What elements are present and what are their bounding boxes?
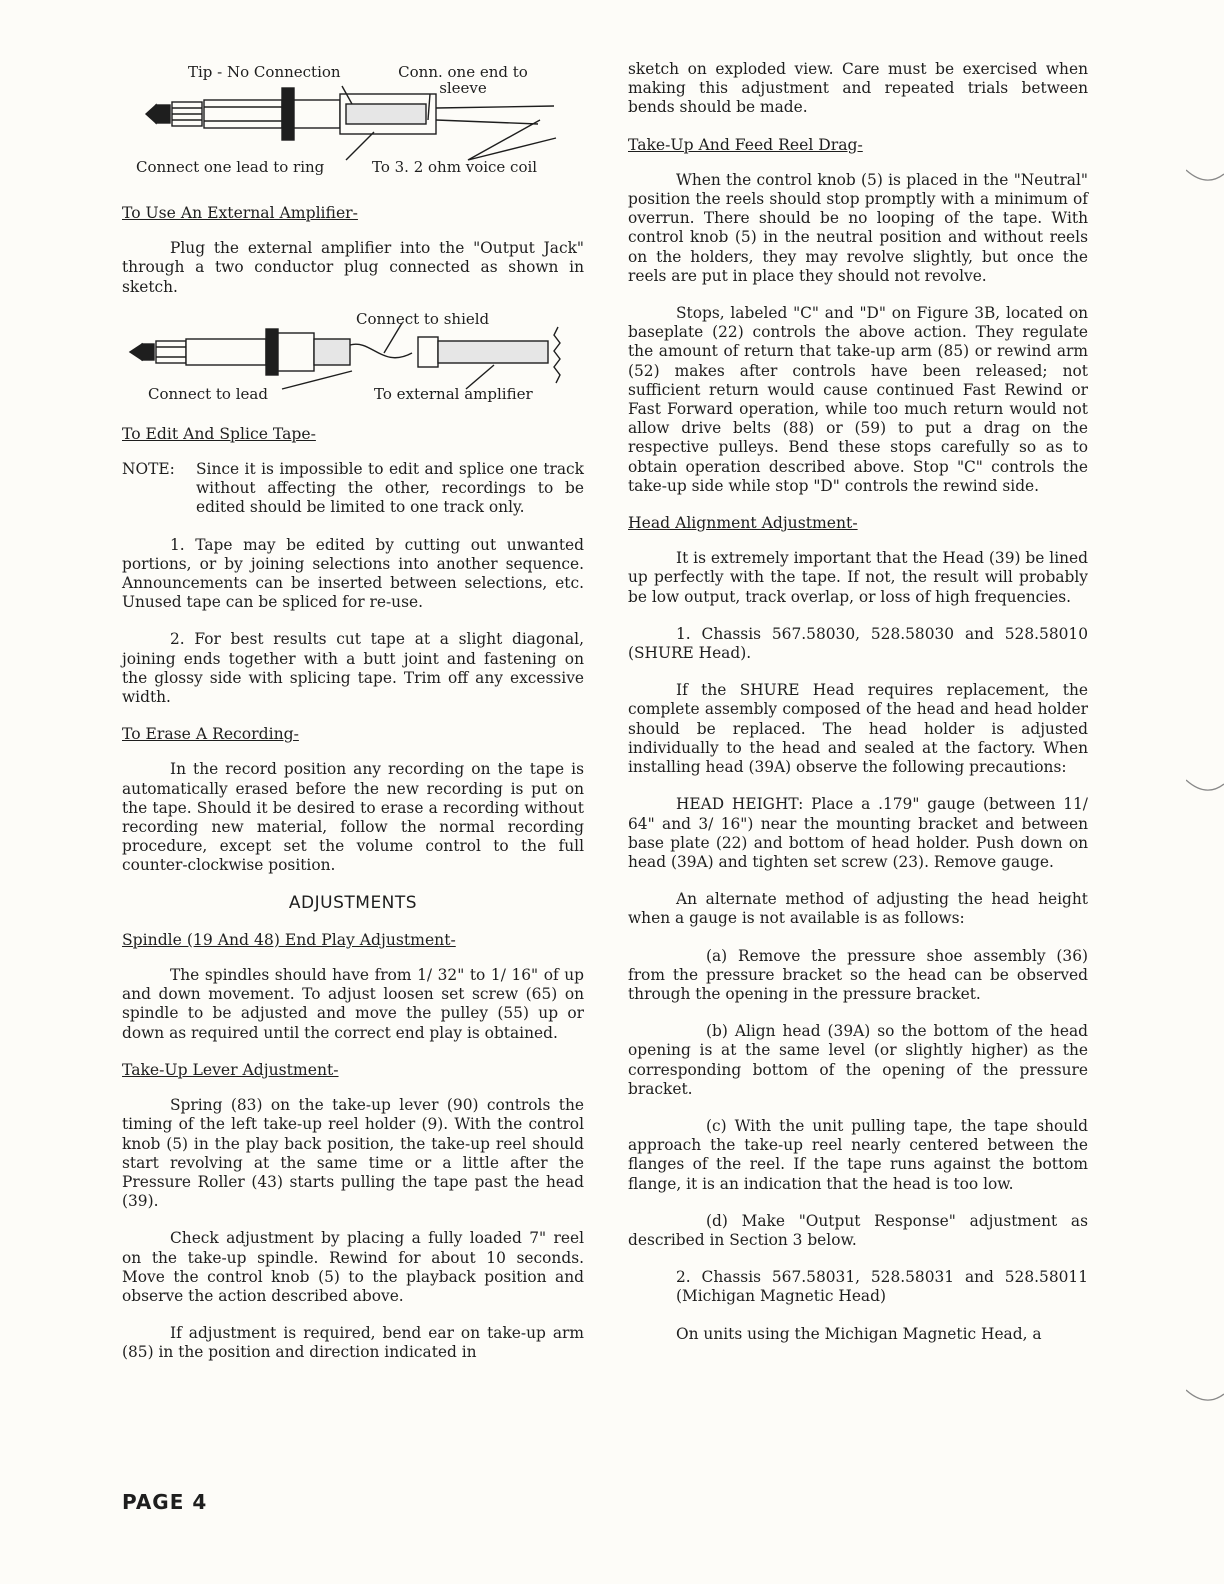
step-b: (b) Align head (39A) so the bottom of the head opening is at the same level (or slightly higher) as the corresponding bottom of the opening of the pressure bracket. xyxy=(628,1022,1088,1098)
external-amp-heading: To Use An External Amplifier- xyxy=(122,204,358,222)
right-column xyxy=(628,60,1088,1362)
external-amp-text: Plug the external amplifier into the "Output Jack" through a two conductor plug connected as shown in sketch. xyxy=(122,239,584,296)
ring-label: Connect one lead to ring xyxy=(136,158,325,176)
binder-hole-mark-top xyxy=(1186,160,1224,190)
alternate-method-text: An alternate method of adjusting the head height when a gauge is not available is as follows: xyxy=(628,890,1088,928)
erase-text: In the record position any recording on the tape is automatically erased before the new recording is put on the tape. Should it be desired to erase a recording without recording new material, follow the normal recording procedure, except set the volume control to the full counter-clockwise position. xyxy=(122,760,584,875)
speaker-plug-diagram xyxy=(122,60,584,188)
takeup-lever-text-3: If adjustment is required, bend ear on take-up arm (85) in the position and direction indicated in xyxy=(122,1324,584,1362)
takeup-lever-text-2: Check adjustment by placing a fully loaded 7" reel on the take-up spindle. Rewind for about 10 seconds. Move the control knob (5) to the playback position and observe the action described above. xyxy=(122,1229,584,1305)
binder-hole-mark-middle xyxy=(1186,770,1224,800)
voice-coil-label: To 3. 2 ohm voice coil xyxy=(372,158,538,176)
head-align-heading: Head Alignment Adjustment- xyxy=(628,514,858,533)
head-align-text-3: If the SHURE Head requires replacement, the complete assembly composed of the head and head holder should be replaced. The head holder is adjusted individually to the head and sealed at the factory. When installing head (39A) observe the following precautions: xyxy=(628,681,1088,777)
page-number: PAGE 4 xyxy=(122,1490,208,1514)
step-d: (d) Make "Output Response" adjustment as described in Section 3 below. xyxy=(628,1211,1088,1249)
reel-drag-text-2: Stops, labeled "C" and "D" on Figure 3B, located on baseplate (22) controls the above action. They regulate the amount of return that take-up arm (85) or rewind arm (52) makes after controls have been released; not sufficient return would cause continued Fast Rewind or Fast Forward operation, while too much return would not allow drive belts (88) or (59) to put a drag on the respective pulleys. Bend these stops carefully so as to obtain operation described above. Stop "C" controls the take-up side while stop "D" controls the rewind side. xyxy=(628,304,1088,495)
takeup-lever-heading: Take-Up Lever Adjustment- xyxy=(122,1060,339,1079)
reel-drag-heading: Take-Up And Feed Reel Drag- xyxy=(628,135,863,154)
chassis-2-text: 2. Chassis 567.58031, 528.58031 and 528.58011 (Michigan Magnetic Head) xyxy=(676,1268,1088,1306)
step-a: (a) Remove the pressure shoe assembly (36) from the pressure bracket so the head can be observed through the opening in the pressure bracket. xyxy=(628,946,1088,1003)
michigan-text: On units using the Michigan Magnetic Head, a xyxy=(676,1324,1042,1343)
note-label: NOTE: xyxy=(122,460,175,479)
takeup-lever-text-1: Spring (83) on the take-up lever (90) controls the timing of the left take-up reel holder (9). With the control knob (5) in the play back position, the take-up reel should start revolving at the same time or a little after the Pressure Roller (43) starts pulling the tape past the head (39). xyxy=(122,1096,584,1211)
adjustments-title: ADJUSTMENTS xyxy=(288,892,418,913)
head-align-text-1: It is extremely important that the Head (39) be lined up perfectly with the tape. If not, the result will probably be low output, track overlap, or loss of high frequencies. xyxy=(628,549,1088,606)
edit-step-2: 2. For best results cut tape at a slight diagonal, joining ends together with a butt joint and fastening on the glossy side with splicing tape. Trim off any excessive width. xyxy=(122,630,584,707)
note-text: Since it is impossible to edit and splice one track without affecting the other, recordings to be edited should be limited to one track only. xyxy=(196,460,584,517)
spindle-heading: Spindle (19 And 48) End Play Adjustment- xyxy=(122,930,456,949)
step-c: (c) With the unit pulling tape, the tape should approach the take-up reel nearly centered between the flanges of the reel. If the tape runs against the bottom flange, it is an indication that the head is too low. xyxy=(628,1116,1088,1193)
amplifier-plug-diagram xyxy=(122,309,584,409)
ext-amp-label: To external amplifier xyxy=(374,384,533,403)
shield-label: Connect to shield xyxy=(356,309,490,328)
lead-label: Connect to lead xyxy=(148,384,268,403)
sleeve-label: Conn. one end to sleeve xyxy=(398,63,528,97)
head-align-text-2: 1. Chassis 567.58030, 528.58030 and 528.58010 (SHURE Head). xyxy=(628,624,1088,663)
edit-note xyxy=(122,460,584,518)
spindle-text: The spindles should have from 1/ 32" to 1/ 16" of up and down movement. To adjust loosen set screw (65) on spindle to be adjusted and move the pulley (55) up or down as required until the correct end play is obtained. xyxy=(122,966,584,1042)
continued-text: sketch on exploded view. Care must be exercised when making this adjustment and repeated trials between bends should be made. xyxy=(628,60,1088,117)
erase-heading: To Erase A Recording- xyxy=(122,725,299,744)
tip-label: Tip - No Connection xyxy=(188,63,341,81)
edit-splice-heading: To Edit And Splice Tape- xyxy=(122,424,316,443)
head-height-text: HEAD HEIGHT: Place a .179" gauge (between 11/ 64" and 3/ 16") near the mounting bracket and between base plate (22) and bottom of head holder. Push down on head (39A) and tighten set screw (23). Remove gauge. xyxy=(628,795,1088,871)
edit-step-1: 1. Tape may be edited by cutting out unwanted portions, or by joining selections into another sequence. Announcements can be inserted between selections, etc. Unused tape can be spliced for re-use. xyxy=(122,535,584,612)
reel-drag-text-1: When the control knob (5) is placed in the "Neutral" position the reels should stop promptly with a minimum of overrun. There should be no looping of the tape. With control knob (5) in the neutral position and without reels on the holders, they may revolve slightly, but once the reels are put in place they should not revolve. xyxy=(628,170,1088,285)
left-column xyxy=(122,60,584,1381)
binder-hole-mark-bottom xyxy=(1186,1380,1224,1410)
